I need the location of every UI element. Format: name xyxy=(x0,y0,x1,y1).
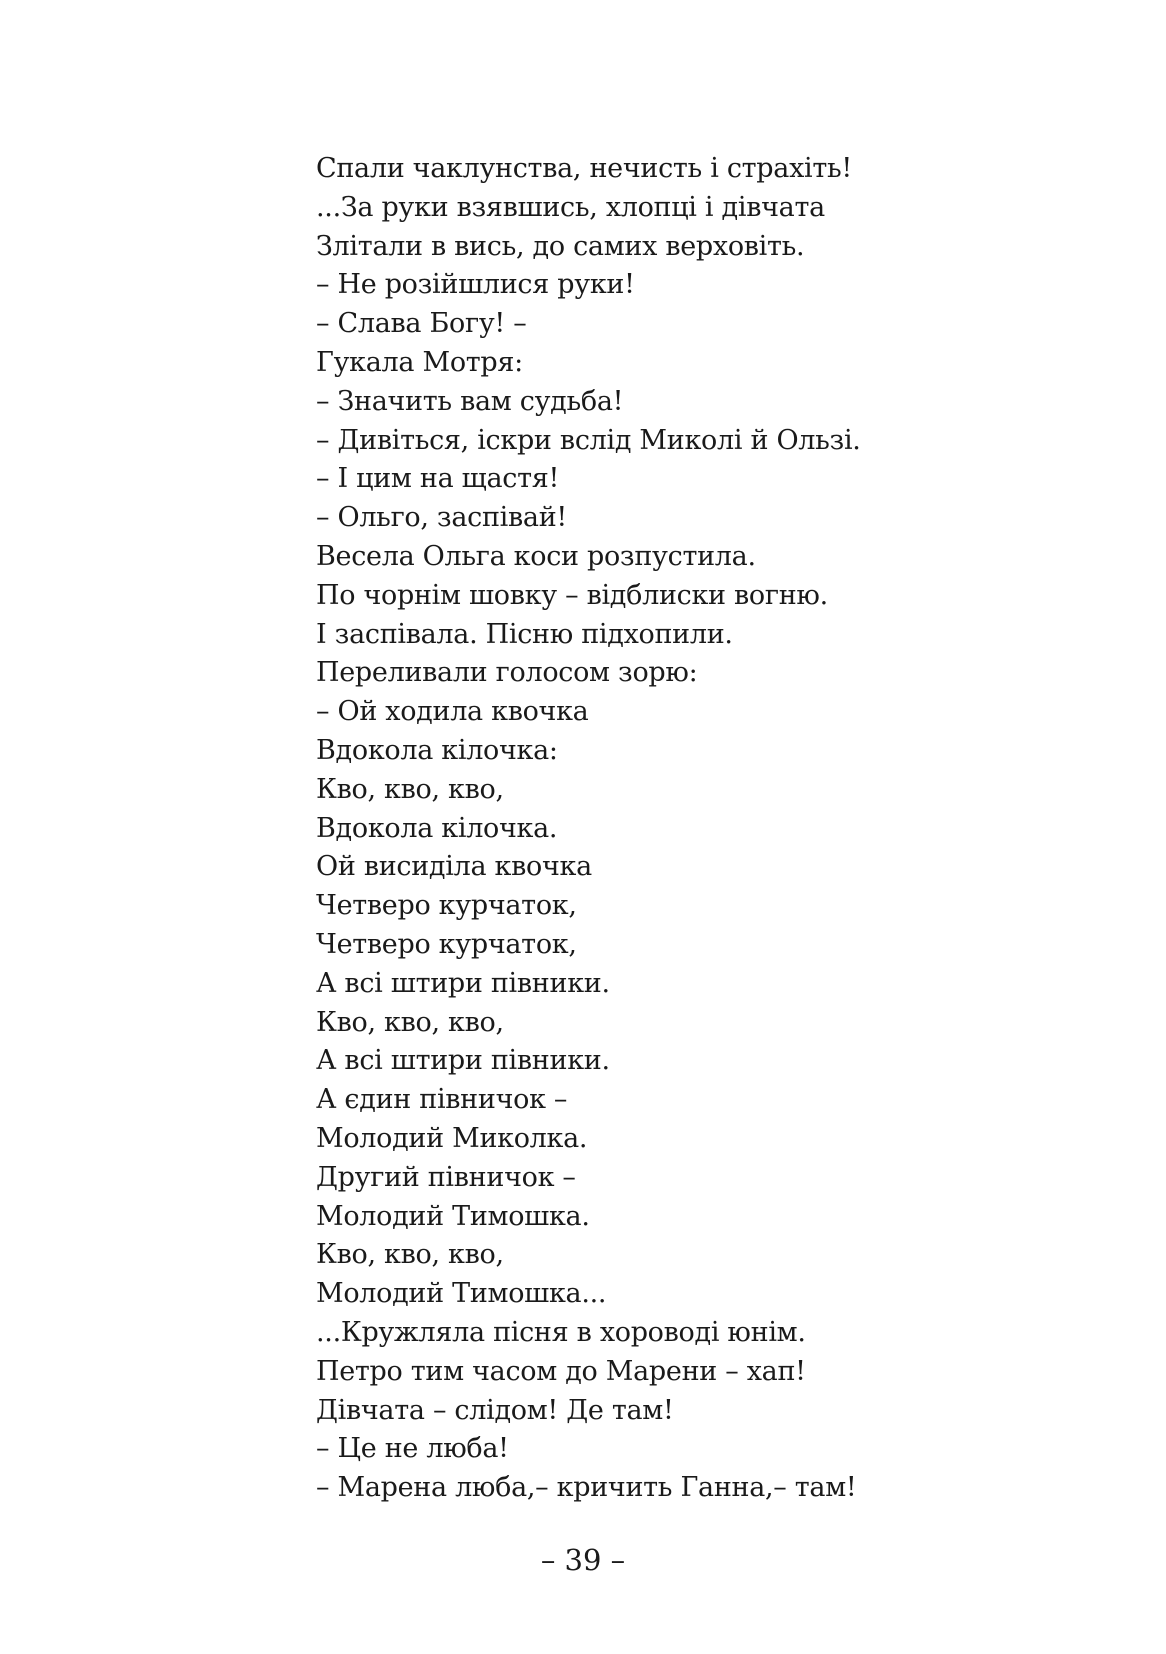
poem-line: Спали чаклунства, нечисть і страхіть! xyxy=(316,153,852,184)
poem-line: І заспівала. Пісню підхопили. xyxy=(316,618,733,650)
poem-line: Кво, кво, кво, xyxy=(316,1006,504,1038)
poem-line: Четверо курчаток, xyxy=(316,928,577,960)
poem-line: Вдокола кілочка. xyxy=(316,812,558,844)
poem-line: – Марена люба,– кричить Ганна,– там! xyxy=(316,1472,857,1504)
poem-line: Дівчата – слідом! Де там! xyxy=(316,1394,674,1426)
poem-line: – Не розійшлися руки! xyxy=(316,269,635,301)
poem-line: Петро тим часом до Марени – хап! xyxy=(316,1355,806,1387)
poem-line: Молодий Тимошка... xyxy=(316,1278,607,1310)
poem-line: – Ой ходила квочка xyxy=(316,696,589,728)
poem-line: Молодий Тимошка. xyxy=(316,1200,590,1232)
poem-line: – Значить вам судьба! xyxy=(316,385,624,417)
poem-line: Весела Ольга коси розпустила. xyxy=(316,540,756,572)
poem-line: А єдин півничок – xyxy=(316,1084,568,1116)
poem-line: ...Кружляла пісня в хороводі юнім. xyxy=(316,1316,806,1348)
poem-line: ...За руки взявшись, хлопці і дівчата xyxy=(316,191,825,223)
poem-line: – Слава Богу! – xyxy=(316,308,527,340)
poem-line: – Ольго, заспівай! xyxy=(316,502,567,534)
poem-line: Кво, кво, кво, xyxy=(316,1239,504,1271)
poem-line: А всі штири півники. xyxy=(316,1045,610,1077)
poem-line: – Дивіться, іскри вслід Миколі й Ользі. xyxy=(316,424,861,456)
poem-line: Злітали в вись, до самих верховіть. xyxy=(316,230,805,262)
poem-line: Гукала Мотря: xyxy=(316,346,523,378)
poem-line: Вдокола кілочка: xyxy=(316,734,558,766)
page-number: – 39 – xyxy=(540,1543,626,1577)
poem-line: – І цим на щастя! xyxy=(316,463,559,495)
poem-line: Четверо курчаток, xyxy=(316,890,577,922)
poem-line: А всі штири півники. xyxy=(316,967,610,999)
poem-line: – Це не люба! xyxy=(316,1433,509,1465)
poem-line: Другий півничок – xyxy=(316,1161,576,1193)
poem-line: Переливали голосом зорю: xyxy=(316,657,698,689)
poem-line: По чорнім шовку – відблиски вогню. xyxy=(316,579,828,611)
poem-line: Кво, кво, кво, xyxy=(316,773,504,805)
poem-text xyxy=(316,150,1076,1508)
poem-line: Ой висиділа квочка xyxy=(316,851,592,883)
poem-line: Молодий Миколка. xyxy=(316,1122,588,1154)
